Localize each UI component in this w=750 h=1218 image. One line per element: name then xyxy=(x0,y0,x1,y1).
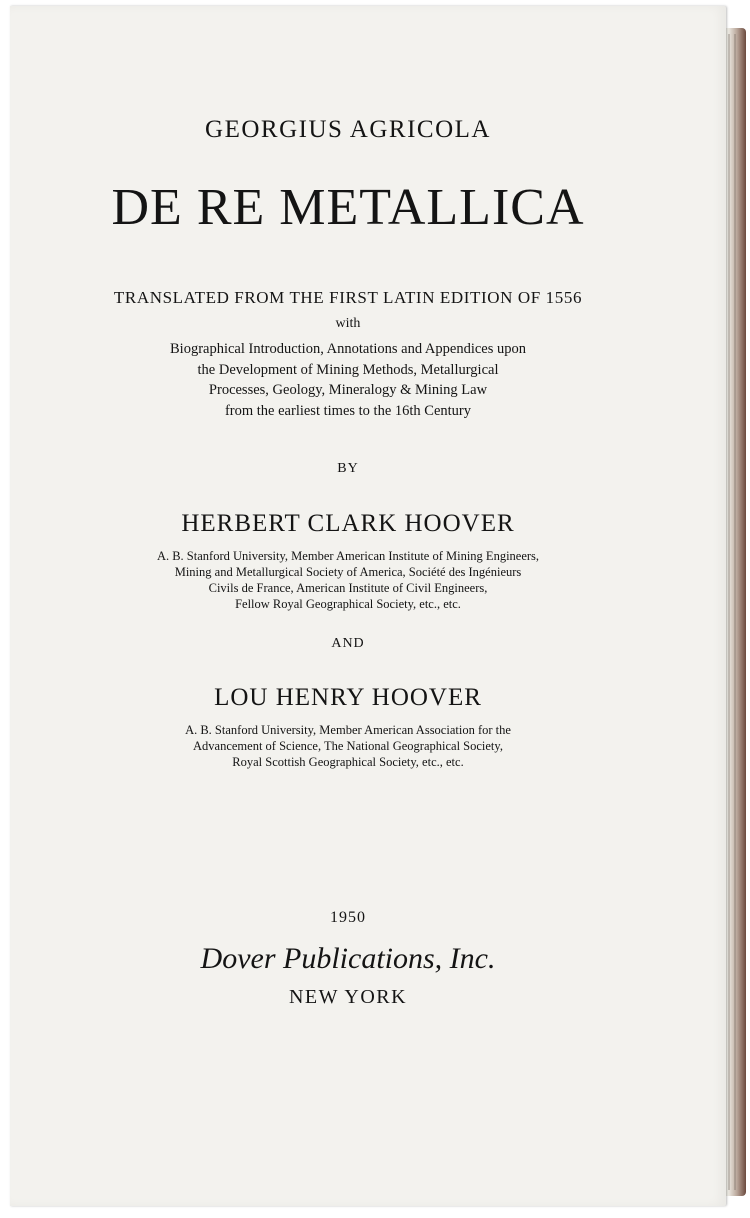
credential-line: Civils de France, American Institute of Civil Engineers, xyxy=(208,581,488,595)
credential-line: Mining and Metallurgical Society of America, Société des Ingénieurs xyxy=(174,565,522,579)
subtitle-line: Processes, Geology, Mineralogy & Mining Law xyxy=(208,382,488,398)
translator-credentials-lou xyxy=(10,722,686,770)
publication-year: 1950 xyxy=(330,909,366,926)
book-title: DE RE METALLICA xyxy=(111,179,585,236)
by-word: BY xyxy=(337,461,359,476)
credential-line: Advancement of Science, The National Geographical Society, xyxy=(193,739,503,753)
author-name: GEORGIUS AGRICOLA xyxy=(205,116,491,143)
subtitle-line: Biographical Introduction, Annotations and Appendices upon xyxy=(170,341,526,357)
translator-name-herbert: HERBERT CLARK HOOVER xyxy=(181,510,515,537)
and-word: AND xyxy=(331,636,365,651)
credential-line: Fellow Royal Geographical Society, etc., etc. xyxy=(235,597,461,611)
credential-line: Royal Scottish Geographical Society, etc., etc. xyxy=(232,755,464,769)
with-word: with xyxy=(335,316,361,331)
subtitle-line: the Development of Mining Methods, Metallurgical xyxy=(197,361,499,378)
subtitle xyxy=(10,339,686,421)
translator-credentials-herbert xyxy=(10,548,686,612)
subtitle-line: from the earliest times to the 16th Century xyxy=(224,402,472,419)
publisher-city: NEW YORK xyxy=(288,986,408,1008)
publisher-name: Dover Publications, Inc. xyxy=(200,942,496,975)
credential-line: A. B. Stanford University, Member American Institute of Mining Engineers, xyxy=(156,549,540,563)
translated-line: TRANSLATED FROM THE FIRST LATIN EDITION OF 1556 xyxy=(113,288,583,307)
credential-line: A. B. Stanford University, Member American Association for the xyxy=(185,723,511,737)
translator-name-lou: LOU HENRY HOOVER xyxy=(214,684,482,711)
title-page xyxy=(10,6,726,1206)
